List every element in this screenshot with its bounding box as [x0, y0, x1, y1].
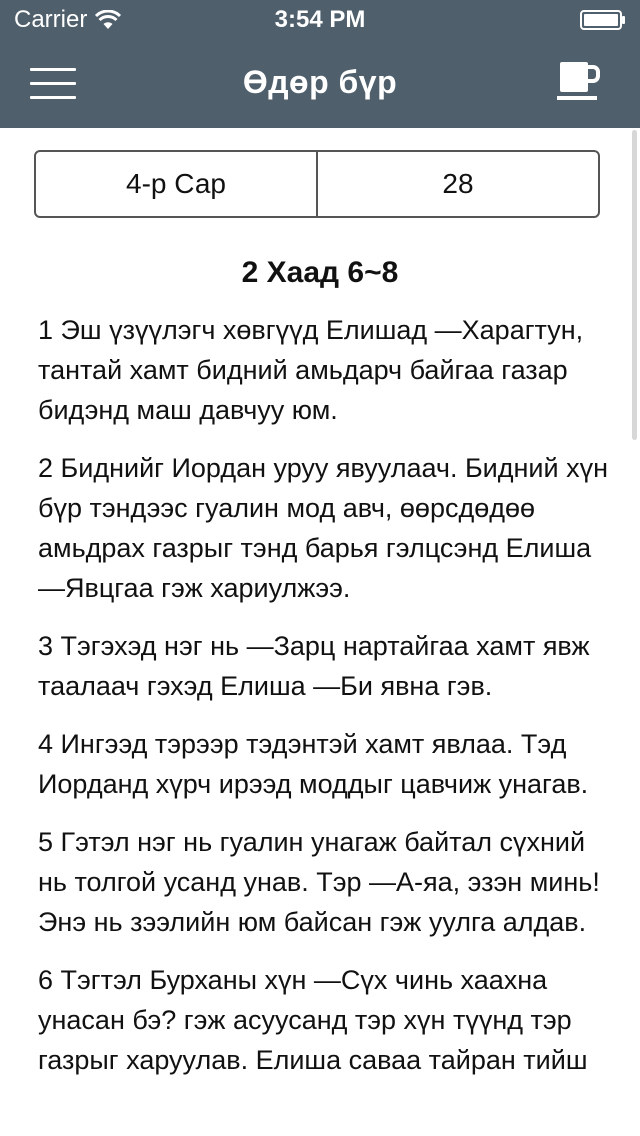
- passage-title: 2 Хаад 6~8: [241, 256, 399, 289]
- navigation-bar: [0, 40, 640, 128]
- page-title: Өдөр бүр: [242, 64, 398, 100]
- verse-item: 4 Ингээд тэрээр тэдэнтэй хамт явлаа. Тэд Иорданд хүрч ирээд моддыг цавчиж унагав.: [38, 729, 589, 799]
- carrier-label: Carrier: [14, 6, 88, 33]
- status-time: 3:54 PM: [274, 6, 366, 33]
- battery-icon: [580, 10, 626, 30]
- verse-item: 5 Гэтэл нэг нь гуалин унагаж байтал сүхний нь толгой усанд унав. Тэр —А-яа, эзэн минь! Энэ нь зээлийн юм байсан гэж уулга алдав.: [38, 827, 600, 937]
- cup-icon[interactable]: [556, 58, 602, 104]
- verse-list: [38, 310, 618, 1098]
- verse-item: 3 Тэгэхэд нэг нь —Зарц нартайгаа хамт явж таалаач гэхэд Елиша —Би явна гэв.: [38, 631, 590, 701]
- status-bar: [0, 0, 640, 40]
- verse-item: 1 Эш үзүүлэгч хөвгүүд Елишад —Харагтун, тантай хамт бидний амьдарч байгаа газар бидэнд маш давчуу юм.: [38, 315, 584, 425]
- verse-item: 6 Тэгтэл Бурханы хүн —Сүх чинь хаахна унасан бэ? гэж асуусанд тэр хүн түүнд тэр газрыг харуулав. Елиша саваа тайран тийш: [38, 965, 588, 1075]
- verse-item: 2 Биднийг Иордан уруу явуулаач. Бидний хүн бүр тэндээс гуалин мод авч, өөрсдөдөө амьдрах газрыг тэнд барья гэлцсэнд Елиша —Явцгаа гэж хариулжээ.: [38, 453, 608, 603]
- date-picker: [34, 150, 600, 218]
- scroll-indicator[interactable]: [632, 130, 637, 440]
- day-selector[interactable]: 28: [316, 152, 598, 216]
- month-selector[interactable]: 4-р Сар: [126, 168, 226, 199]
